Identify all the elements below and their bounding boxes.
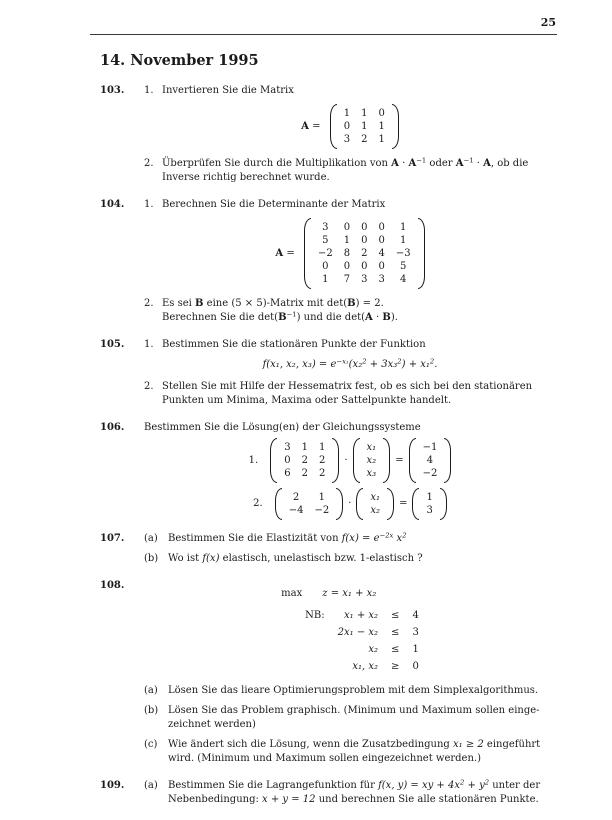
matrix-cell: 7 (343, 274, 351, 285)
constraint-rhs: 3 (412, 627, 419, 638)
matrix-cell: 2 (301, 468, 308, 479)
matrix-cell: 1 (318, 492, 326, 503)
item-label: 1. (144, 85, 154, 96)
matrix-cell: 1 (378, 121, 385, 132)
left-paren (330, 104, 337, 149)
text-run: 2 (429, 357, 435, 366)
item-label: 1. (144, 199, 154, 210)
text-run: Bestimmen Sie die Lagrangefunktion für (168, 780, 379, 791)
matrix-cell: −2 (314, 505, 330, 516)
matrix-cell: 4 (400, 274, 407, 285)
matrix-cell: 3 (284, 442, 291, 453)
matrix-cell: 0 (361, 261, 368, 272)
problem-item (144, 684, 556, 698)
matrix-cell: 0 (284, 455, 291, 466)
problem-body (144, 579, 556, 772)
problem-item (144, 552, 556, 566)
coefficient-matrix (275, 488, 344, 520)
text-run: A (365, 312, 373, 323)
text-run: Wie ändert sich die Lösung, wenn die Zusatzbedingung (168, 739, 453, 750)
text-run: Bestimmen Sie die Elastizität von (168, 533, 342, 544)
text-run: −x₁ (336, 357, 349, 366)
text-run: B (278, 312, 287, 323)
problem-item (144, 704, 556, 732)
problem-105 (100, 338, 556, 414)
matrix-cell: 8 (343, 248, 351, 259)
item-text (168, 532, 556, 546)
matrix-cell: −2 (317, 248, 333, 259)
text-run: Wo ist (168, 553, 203, 564)
header-divider (90, 34, 557, 35)
text-run: A (275, 247, 284, 259)
right-paren (440, 488, 447, 520)
text-run: oder (426, 158, 456, 169)
matrix-cell: 0 (343, 222, 351, 233)
matrix-cell: 6 (284, 468, 291, 479)
matrix-cell: 3 (361, 274, 368, 285)
problem-106 (100, 421, 556, 525)
matrix-cell: 1 (426, 492, 433, 503)
text-run: Lösen Sie das lieare Optimierungsproblem mit dem Simplexalgorithmus. (168, 685, 539, 696)
text-run: A (483, 158, 491, 169)
item-label: 2. (144, 158, 154, 169)
problem-item (144, 84, 556, 98)
item-text (168, 704, 556, 732)
constraint-lhs: x₁, x₂ (352, 661, 379, 672)
text-run: zeichnet werden) (168, 719, 256, 730)
variable-vector (353, 438, 391, 483)
constraint-relation: ≤ (391, 610, 400, 621)
text-run: ). (390, 312, 398, 323)
equation-system-2 (144, 488, 556, 520)
left-paren (412, 488, 419, 520)
text-run: = (283, 247, 298, 259)
item-label: 2. (144, 381, 154, 392)
matrix-cell: 1 (361, 108, 368, 119)
constraint-lhs: 2x₁ − x₂ (337, 627, 379, 638)
problem-109 (100, 779, 556, 813)
problem-103 (100, 84, 556, 191)
problem-number: 104. (100, 199, 125, 210)
problem-body (144, 198, 556, 331)
multiply-dot: · (344, 454, 348, 466)
item-label: (a) (144, 533, 158, 544)
text-run: + 3x₃ (366, 359, 398, 370)
text-run: f(x) (202, 553, 220, 564)
item-label: 1. (144, 339, 154, 350)
matrix-grid (282, 488, 337, 520)
matrix-cell: 0 (378, 261, 385, 272)
matrix-cell: −2 (422, 468, 438, 479)
matrix-grid (360, 438, 384, 483)
text-run: Es sei (162, 298, 196, 309)
matrix-cell: 0 (361, 235, 368, 246)
matrix-cell: 1 (343, 108, 351, 119)
matrix-cell: 0 (343, 121, 351, 132)
text-run: Stellen Sie mit Hilfe der Hessematrix fest, ob es sich bei den stationären (162, 381, 533, 392)
text-run: x (393, 533, 403, 544)
left-paren (353, 438, 360, 483)
constraint-relation: ≥ (391, 661, 400, 672)
problem-item (144, 157, 556, 185)
equation-system-1 (144, 438, 556, 483)
left-paren (275, 488, 282, 520)
matrix-cell: 0 (322, 261, 329, 272)
matrix-cell: 0 (378, 235, 385, 246)
problem-104 (100, 198, 556, 331)
matrix-grid (419, 488, 439, 520)
matrix-cell: 3 (426, 505, 433, 516)
text-run: 2 (402, 531, 407, 540)
formula-text (263, 358, 438, 372)
matrix-grid (363, 488, 387, 520)
item-text (162, 157, 556, 185)
constraint-rhs: 4 (412, 610, 419, 621)
max-operator: max (281, 588, 303, 599)
matrix-cell: −3 (395, 248, 411, 259)
left-paren (356, 488, 363, 520)
text-run: A (301, 120, 309, 132)
text-run: 2 (484, 778, 490, 787)
problem-body (144, 338, 556, 414)
text-run: f(x₁, x₂, x₃) = e (262, 359, 337, 370)
constraint-rhs: 0 (412, 661, 419, 672)
text-run: , ob die (490, 158, 529, 169)
matrix-cell: 4 (378, 248, 385, 259)
matrix-cell: 1 (318, 442, 326, 453)
matrix-cell: −1 (422, 442, 438, 453)
text-run: −1 (463, 156, 474, 165)
objective-function: z = x₁ + x₂ (322, 588, 377, 599)
problem-number: 103. (100, 85, 125, 96)
constraint-relation: ≤ (391, 627, 400, 638)
text-run: −1 (416, 156, 427, 165)
item-text (162, 380, 556, 408)
text-run: Inverse richtig berechnet wurde. (162, 172, 330, 183)
item-label: 2. (144, 298, 154, 309)
right-paren (392, 104, 399, 149)
right-paren (332, 438, 339, 483)
matrix-cell: 2 (318, 468, 326, 479)
constraint-lhs: x₁ + x₂ (344, 610, 379, 621)
matrix-grid (416, 438, 445, 483)
left-paren (270, 438, 277, 483)
page-title: 14. November 1995 (100, 52, 259, 69)
text-run: f(x) = e (341, 533, 380, 544)
text-run: A (391, 158, 399, 169)
text-run: und berechnen Sie alle stationären Punkte. (315, 794, 539, 805)
text-run: eingeführt (483, 739, 541, 750)
problem-item (144, 532, 556, 546)
text-run: ) und die det( (296, 312, 366, 323)
constraint-relation: ≤ (391, 644, 400, 655)
matrix-cell: x₂ (366, 455, 377, 466)
matrix-cell: 0 (361, 222, 368, 233)
matrix-cell: 5 (400, 261, 407, 272)
system-label: 2. (253, 498, 263, 509)
equation-lhs (301, 120, 324, 134)
page-content (100, 50, 556, 820)
matrix-cell: 0 (378, 108, 385, 119)
matrix-cell: 1 (400, 235, 407, 246)
text-run: · (398, 158, 409, 169)
text-run: A (455, 158, 464, 169)
problem-item (144, 380, 556, 408)
constraint-rhs: 1 (412, 644, 419, 655)
system-label: 1. (248, 454, 259, 466)
problem-item (144, 738, 556, 766)
text-run: 2 (460, 778, 465, 787)
matrix-a-104 (304, 218, 425, 289)
matrix-cell: x₁ (370, 492, 381, 503)
text-run: eine (5 × 5)-Matrix mit det( (203, 298, 348, 309)
constraint-lhs: x₂ (368, 644, 379, 655)
matrix-cell: x₂ (370, 505, 381, 516)
lp-problem (281, 587, 419, 674)
item-text (168, 552, 556, 566)
matrix-cell: 4 (426, 455, 434, 466)
text-run: · (372, 312, 383, 323)
text-run: 2 (362, 357, 367, 366)
matrix-cell: 2 (292, 492, 300, 503)
text-run: Lösen Sie das Problem graphisch. (Minimum und Maximum sollen einge- (168, 705, 540, 716)
matrix-equation (144, 104, 556, 149)
text-run: x + y = 12 (262, 794, 316, 805)
problem-item (144, 779, 556, 807)
text-run: ) + x₁ (401, 359, 430, 370)
matrix-cell: 0 (378, 222, 385, 233)
item-label: (b) (144, 553, 159, 564)
variable-vector (356, 488, 394, 520)
right-paren (387, 488, 394, 520)
matrix-cell: 0 (343, 261, 351, 272)
problem-number: 109. (100, 780, 125, 791)
text-run: + y (464, 780, 485, 791)
text-run: Überprüfen Sie durch die Multiplikation von (162, 158, 392, 169)
item-label: (a) (144, 780, 158, 791)
matrix-cell: 2 (318, 455, 326, 466)
problem-body (144, 779, 556, 813)
item-text (168, 779, 556, 807)
equals-sign: = (399, 498, 408, 509)
text-run: B (347, 298, 356, 309)
rhs-vector (412, 488, 446, 520)
equals-sign: = (395, 454, 404, 466)
problem-item (144, 338, 556, 352)
text-run: Punkten um Minima, Maxima oder Sattelpunkte handelt. (162, 395, 452, 406)
equation-lhs (275, 247, 298, 261)
matrix-grid (337, 104, 392, 149)
matrix-cell: 3 (378, 274, 385, 285)
rhs-vector (409, 438, 452, 483)
text-run: · (473, 158, 484, 169)
text-run: 2 (397, 357, 402, 366)
problem-108 (100, 579, 556, 772)
page-number: 25 (540, 16, 556, 29)
coefficient-matrix (270, 438, 339, 483)
matrix-a-103 (330, 104, 399, 149)
problem-body (144, 421, 556, 525)
text-run: elastisch, unelastisch bzw. 1-elastisch ? (219, 553, 423, 564)
text-run: B (382, 312, 391, 323)
item-text (168, 684, 556, 698)
text-run: A (408, 158, 417, 169)
right-paren (383, 438, 390, 483)
item-label: (c) (144, 739, 158, 750)
text-run: −1 (286, 310, 297, 319)
matrix-cell: 1 (361, 121, 368, 132)
matrix-cell: 3 (343, 134, 351, 145)
item-text (168, 738, 556, 766)
matrix-cell: 5 (322, 235, 329, 246)
matrix-cell: −4 (288, 505, 304, 516)
problem-intro: Bestimmen Sie die Lösung(en) der Gleichungssysteme (144, 422, 421, 433)
text-run: (x₂ (348, 359, 363, 370)
multiply-dot: · (348, 498, 352, 509)
item-label: (a) (144, 685, 158, 696)
text-run: ) = 2. (355, 298, 384, 309)
text-run: unter der (489, 780, 541, 791)
right-paren (444, 438, 451, 483)
item-text: Bestimmen Sie die stationären Punkte der Funktion (162, 339, 426, 350)
matrix-grid (311, 218, 418, 289)
matrix-grid (277, 438, 332, 483)
text-run: . (434, 359, 438, 370)
matrix-equation (144, 218, 556, 289)
problem-body (144, 532, 556, 572)
matrix-cell: 2 (361, 248, 368, 259)
matrix-cell: 2 (361, 134, 368, 145)
problem-item (144, 297, 556, 325)
problem-body (144, 84, 556, 191)
problem-number: 106. (100, 422, 125, 433)
problem-number: 108. (100, 580, 125, 591)
matrix-cell: 1 (343, 235, 351, 246)
problem-107 (100, 532, 556, 572)
problem-number: 107. (100, 533, 125, 544)
matrix-cell: 2 (301, 455, 308, 466)
item-label: (b) (144, 705, 159, 716)
text-run: x₁ ≥ 2 (453, 739, 484, 750)
matrix-cell: 1 (322, 274, 329, 285)
problem-item (144, 198, 556, 212)
matrix-cell: 3 (322, 222, 329, 233)
left-paren (409, 438, 416, 483)
text-run: Berechnen Sie die det( (162, 312, 279, 323)
objective-row (281, 587, 419, 601)
item-text: Invertieren Sie die Matrix (162, 85, 294, 96)
right-paren (418, 218, 425, 289)
matrix-cell: 1 (378, 134, 385, 145)
text-run: wird. (Minimum und Maximum sollen eingezeichnet werden.) (168, 753, 481, 764)
nb-label: NB: (305, 610, 325, 621)
left-paren (304, 218, 311, 289)
function-formula (144, 358, 556, 372)
matrix-cell: 1 (400, 222, 407, 233)
matrix-cell: x₃ (366, 468, 377, 479)
text-run: −2x (379, 531, 394, 540)
constraints-block (305, 609, 419, 674)
matrix-cell: x₁ (366, 442, 377, 453)
text-run: Nebenbedingung: (168, 794, 263, 805)
problem-number: 105. (100, 339, 125, 350)
text-run: = (308, 120, 324, 132)
text-run: f(x, y) = xy + 4x (378, 780, 460, 791)
item-text (162, 297, 556, 325)
text-run: B (195, 298, 204, 309)
right-paren (336, 488, 343, 520)
matrix-cell: 1 (301, 442, 308, 453)
item-text: Berechnen Sie die Determinante der Matrix (162, 199, 386, 210)
